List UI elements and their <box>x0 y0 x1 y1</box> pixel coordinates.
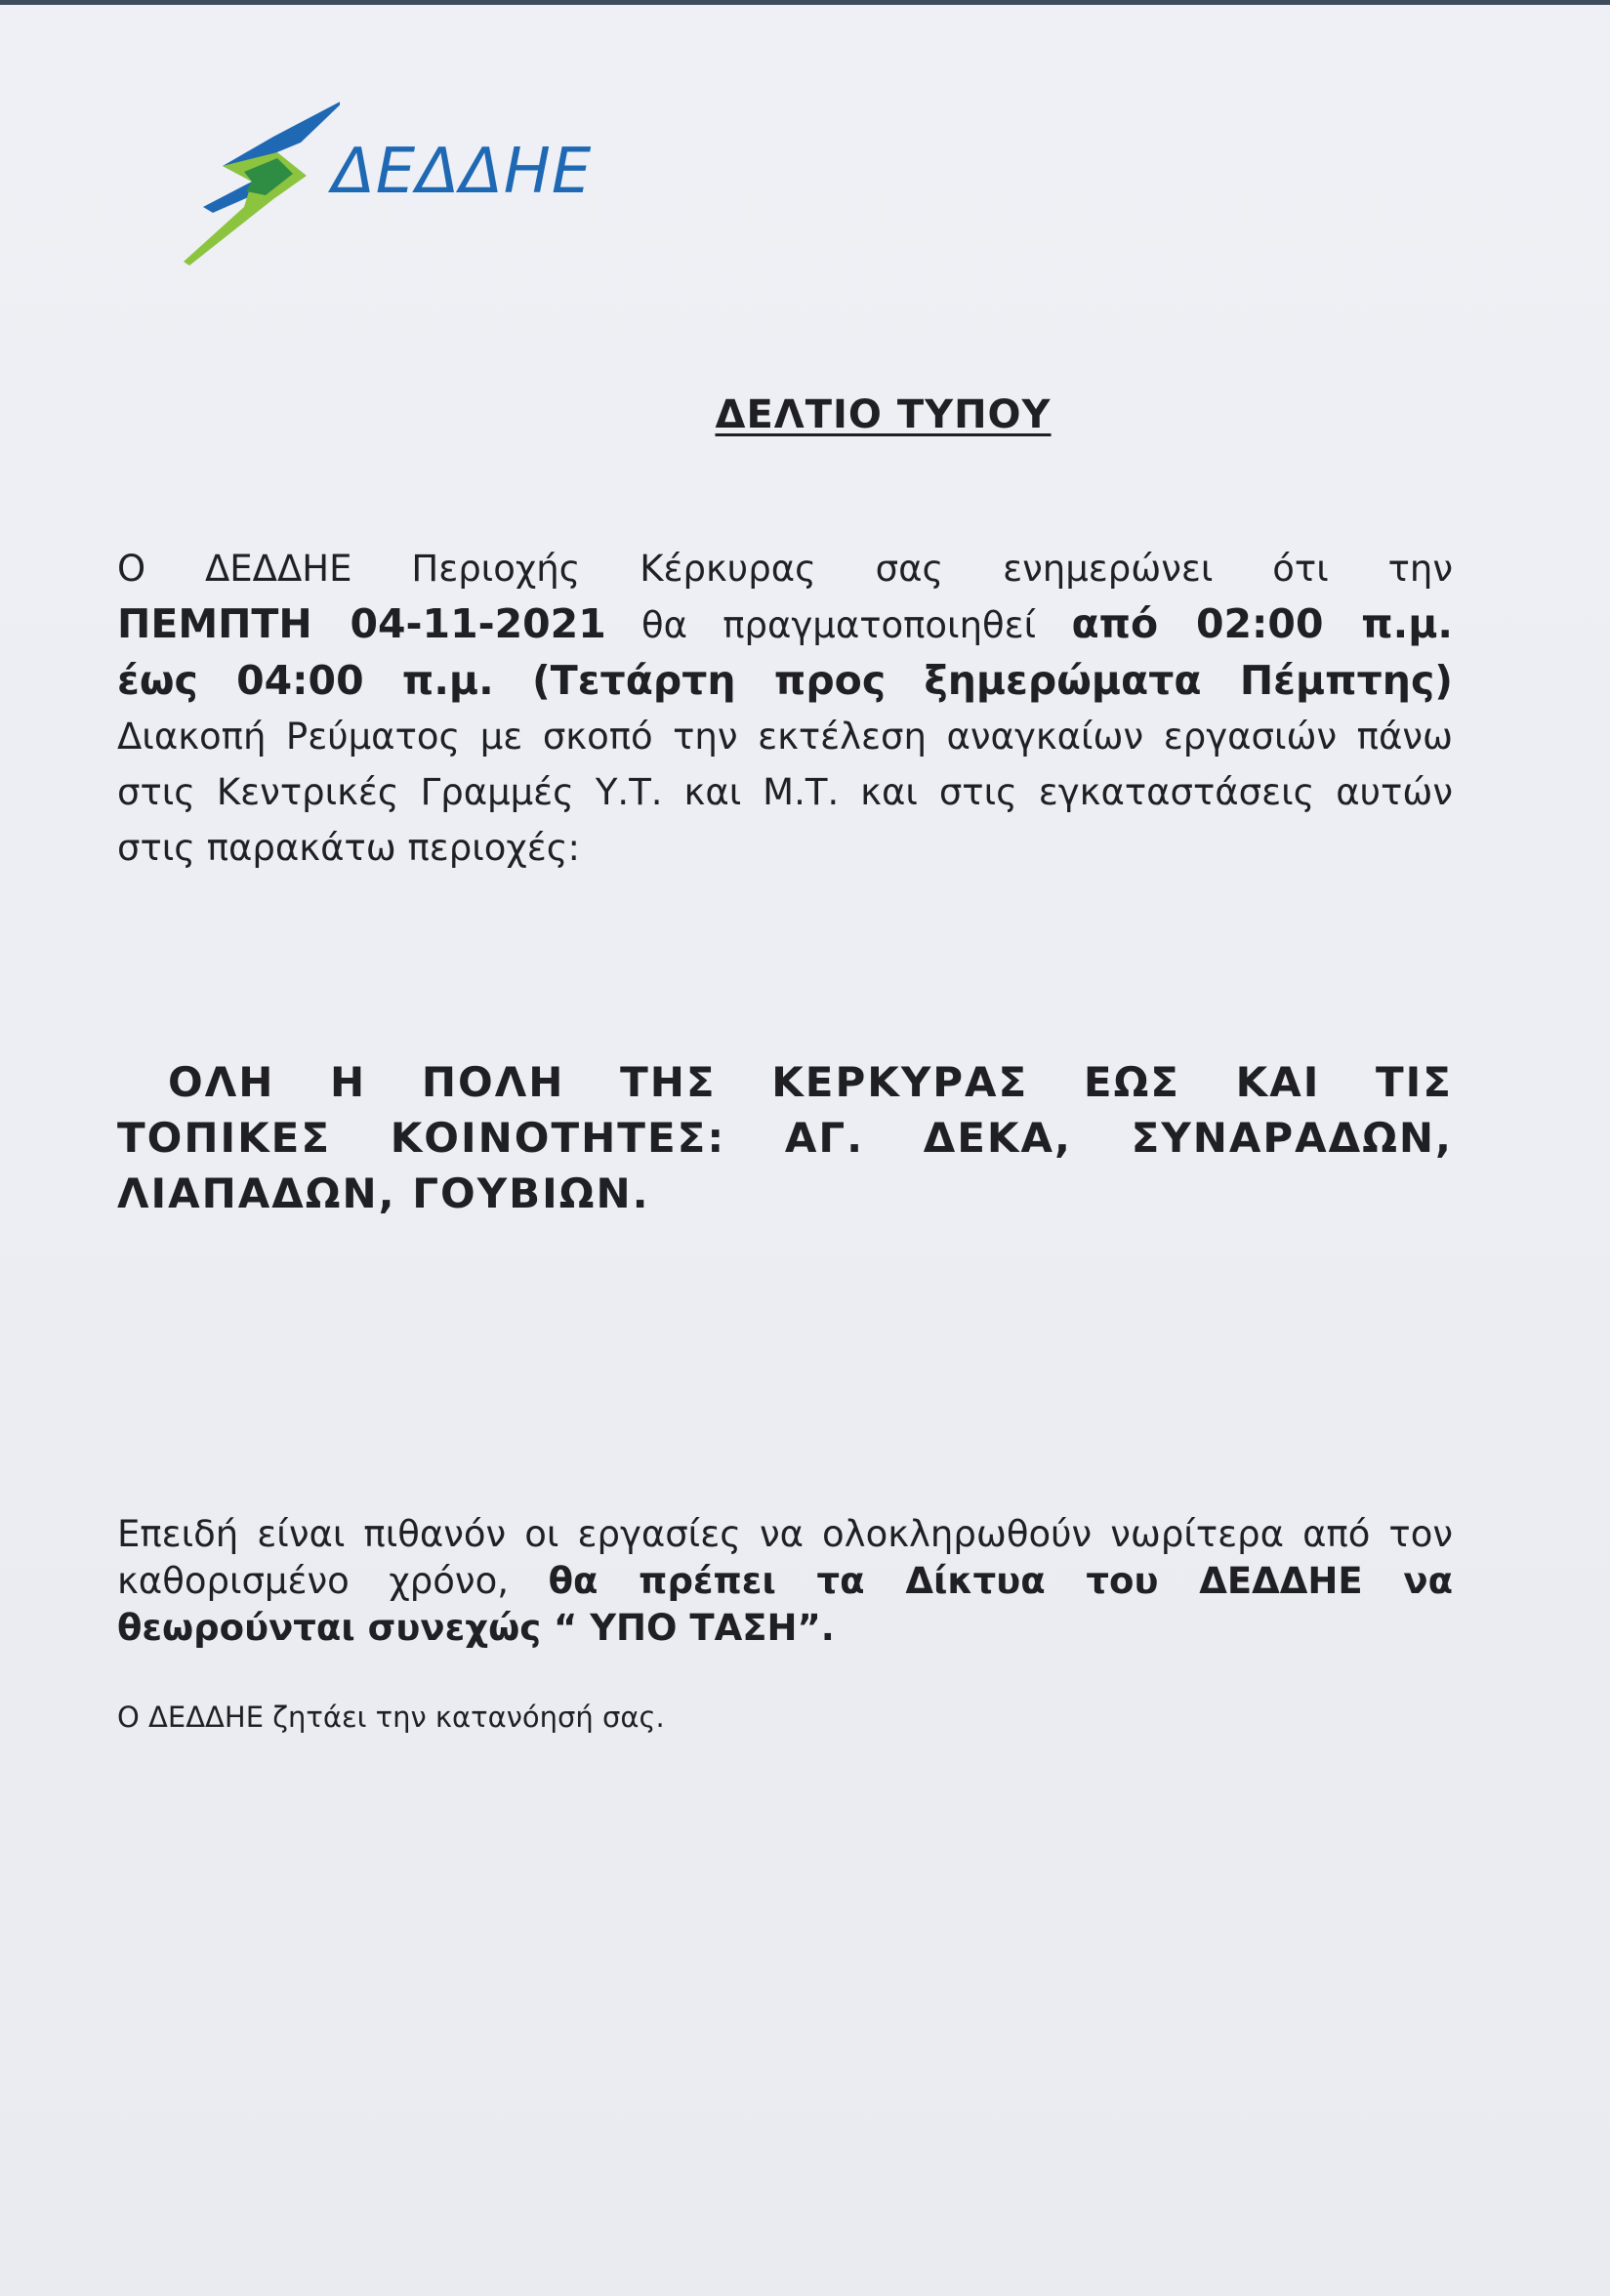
closing-paragraph <box>117 1511 1453 1652</box>
closing-warning-line <box>117 1558 1453 1605</box>
closing-warning: θα πρέπει τα Δίκτυα του ΔΕΔΔΗΕ να <box>548 1560 1453 1602</box>
closing-line: Επειδή είναι πιθανόν οι εργασίες να ολοκληρωθούν νωρίτερα από τον <box>117 1513 1453 1555</box>
areas-line: ΤΟΠΙΚΕΣ ΚΟΙΝΟΤΗΤΕΣ: ΑΓ. ΔΕΚΑ, ΣΥΝΑΡΑΔΩΝ, <box>117 1114 1453 1162</box>
intro-paragraph <box>117 541 1453 876</box>
intro-date-line <box>117 596 1453 653</box>
logo-wordmark: ΔΕΔΔΗΕ <box>332 136 593 208</box>
intro-line: στις Κεντρικές Γραμμές Υ.Τ. και Μ.Τ. και στις εγκαταστάσεις αυτών <box>117 771 1453 813</box>
intro-date: ΠΕΜΠΤΗ 04-11-2021 <box>117 600 606 647</box>
closing-warning: θεωρούνται συνεχώς “ ΥΠΟ ΤΑΣΗ”. <box>117 1607 835 1649</box>
closing-text: καθορισμένο χρόνο, <box>117 1560 549 1602</box>
intro-start-time: από 02:00 π.μ. <box>1071 600 1453 647</box>
intro-line: Ο ΔΕΔΔΗΕ Περιοχής Κέρκυρας σας ενημερώνει ότι την <box>117 548 1453 590</box>
areas-line: ΟΛΗ Η ΠΟΛΗ ΤΗΣ ΚΕΡΚΥΡΑΣ ΕΩΣ ΚΑΙ ΤΙΣ <box>168 1058 1453 1106</box>
scan-top-edge <box>0 0 1610 5</box>
deddie-logo <box>184 98 613 273</box>
lightning-logo-icon <box>184 98 340 273</box>
intro-end-time: έως 04:00 π.μ. (Τετάρτη προς ξημερώματα Πέμπτης) <box>117 657 1453 704</box>
affected-areas <box>117 1054 1453 1221</box>
intro-line: Διακοπή Ρεύματος με σκοπό την εκτέλεση αναγκαίων εργασιών πάνω <box>117 716 1453 758</box>
intro-line: στις παρακάτω περιοχές: <box>117 827 580 869</box>
intro-text: θα πραγματοποιηθεί <box>605 604 1072 646</box>
areas-line: ΛΙΑΠΑΔΩΝ, ΓΟΥΒΙΩΝ. <box>117 1169 650 1217</box>
thanks-note: Ο ΔΕΔΔΗΕ ζητάει την κατανόησή σας. <box>117 1701 665 1734</box>
page-title: ΔΕΛΤΙΟ ΤΥΠΟΥ <box>715 392 1052 437</box>
